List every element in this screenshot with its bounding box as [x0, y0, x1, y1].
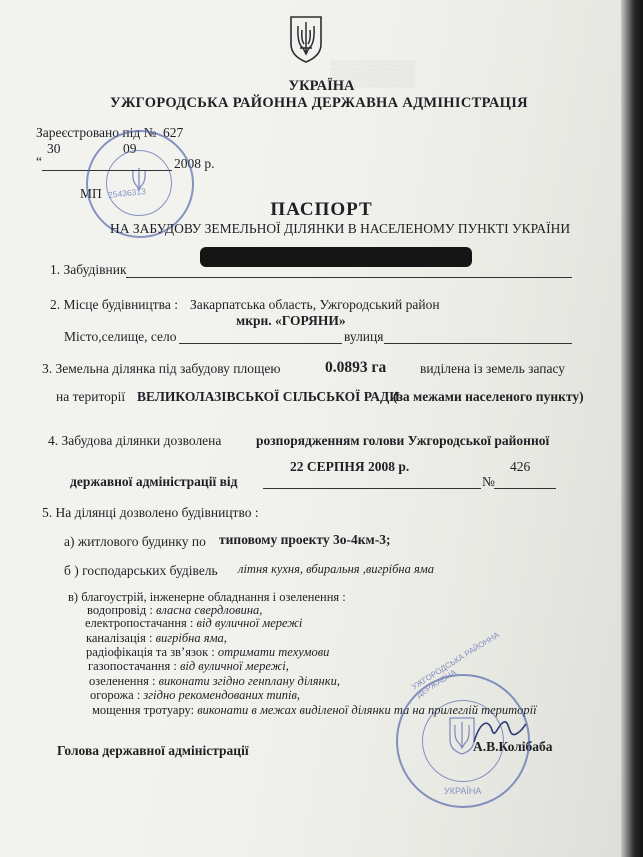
street-label: вулиця	[344, 329, 384, 344]
territory-label: на території	[56, 389, 126, 404]
section5-label: 5. На ділянці дозволено будівництво :	[42, 505, 259, 520]
decision-date-line	[263, 488, 481, 489]
stamp-trident-icon	[448, 716, 476, 756]
territory-name: ВЕЛИКОЛАЗІВСЬКОЇ СІЛЬСЬКОЇ РАДИ	[137, 389, 400, 404]
territory-note: (за межами населеного пункту)	[393, 389, 584, 404]
section4-authority2: державної адміністрації від	[70, 474, 238, 489]
document-title: ПАСПОРТ	[270, 199, 373, 220]
utility-label: радіофікація та зв’язок :	[86, 645, 215, 659]
section3-text: 3. Земельна ділянка під забудову площею	[42, 361, 281, 376]
number-sign: №	[482, 474, 495, 489]
head-label: Голова державної адміністрації	[57, 743, 249, 758]
registration-number: 627	[163, 125, 184, 140]
settlement-label: Місто,селище, село	[64, 329, 177, 344]
utility-label: газопостачання :	[88, 659, 177, 673]
trident-emblem-icon	[288, 14, 324, 64]
utility-row	[86, 631, 227, 646]
utility-value: отримати техумови	[217, 645, 330, 659]
section2-label: 2. Місце будівництва :	[50, 297, 178, 312]
utility-value: вигрібна яма,	[155, 631, 227, 645]
utility-row	[85, 616, 302, 631]
stamp-code: 25436313	[107, 186, 147, 200]
document-subtitle: НА ЗАБУДОВУ ЗЕМЕЛЬНОЇ ДІЛЯНКИ В НАСЕЛЕНОМУ ПУНКТІ УКРАЇНИ	[110, 221, 571, 236]
section5-c-label: в) благоустрій, інженерне обладнання і озеленення :	[68, 590, 346, 604]
settlement-line	[179, 343, 342, 344]
section4-text: 4. Забудова ділянки дозволена	[48, 433, 222, 448]
utility-row	[89, 674, 340, 689]
decision-number-line	[494, 488, 556, 489]
utility-label: огорожа :	[90, 688, 141, 702]
registration-quote: “	[36, 154, 42, 169]
section5-a-label: а) житлового будинку по	[64, 534, 206, 549]
registration-year: 2008 р.	[174, 156, 215, 171]
section3-area: 0.0893 га	[325, 359, 387, 376]
redacted-developer-name	[200, 247, 472, 267]
section4-number: 426	[510, 459, 531, 474]
utility-value: виконати згідно генплану ділянки,	[158, 674, 340, 688]
section5-b-label: б ) господарських будівель	[64, 563, 218, 578]
street-line	[384, 343, 572, 344]
section5-a-value: типовому проекту 3о-4км-3;	[219, 532, 391, 547]
utility-row	[90, 688, 300, 703]
developer-line	[126, 277, 572, 278]
section2-microdistrict: мкрн. «ГОРЯНИ»	[236, 313, 346, 328]
utility-label: електропостачання :	[85, 616, 194, 630]
administration-stamp	[396, 630, 530, 808]
background-edge	[621, 0, 643, 857]
signer-name: А.В.Колібаба	[473, 739, 553, 754]
section2-region: Закарпатська область, Ужгородський район	[190, 297, 440, 312]
utility-row	[86, 645, 329, 660]
mp-label: МП	[80, 186, 102, 201]
utility-label: озеленення :	[89, 674, 156, 688]
utility-value: від вуличної мережі	[196, 616, 303, 630]
section4-date: 22 СЕРПНЯ 2008 р.	[290, 459, 410, 474]
stamp-country-text: УКРАЇНА	[444, 786, 482, 796]
bleed-through-text: ▒▒▒▒▒	[330, 60, 416, 87]
registration-month: 09	[123, 141, 137, 156]
section5-b-value: літня кухня, вбиральня ,вигрібна яма	[238, 562, 435, 576]
utility-value: власна свердловина,	[155, 603, 263, 617]
country-name: УКРАЇНА	[288, 78, 355, 94]
stamp-ring-text: УЖГОРОДСЬКА РАЙОННА ДЕРЖАВНА	[410, 630, 501, 700]
section3-text2: виділена із земель запасу	[420, 361, 566, 376]
registration-label: Зареєстровано під №	[36, 125, 157, 140]
section1-label: 1. Забудівник	[50, 262, 127, 277]
utility-row	[88, 659, 289, 674]
registration-day: 30	[47, 141, 61, 156]
utility-value: згідно рекомендованих типів,	[143, 688, 301, 702]
utility-value: виконати в межах виділеної ділянки та на прилеглій території	[197, 703, 537, 717]
administration-name: УЖГОРОДСЬКА РАЙОННА ДЕРЖАВНА АДМІНІСТРАЦІЯ	[110, 95, 528, 111]
utility-label: водопровід :	[87, 603, 153, 617]
utility-label: каналізація :	[86, 631, 153, 645]
section4-authority: розпорядженням голови Ужгородської районної	[256, 433, 550, 448]
utility-label: мощення тротуару:	[92, 703, 195, 717]
utility-value: від вуличної мережі,	[179, 659, 289, 673]
